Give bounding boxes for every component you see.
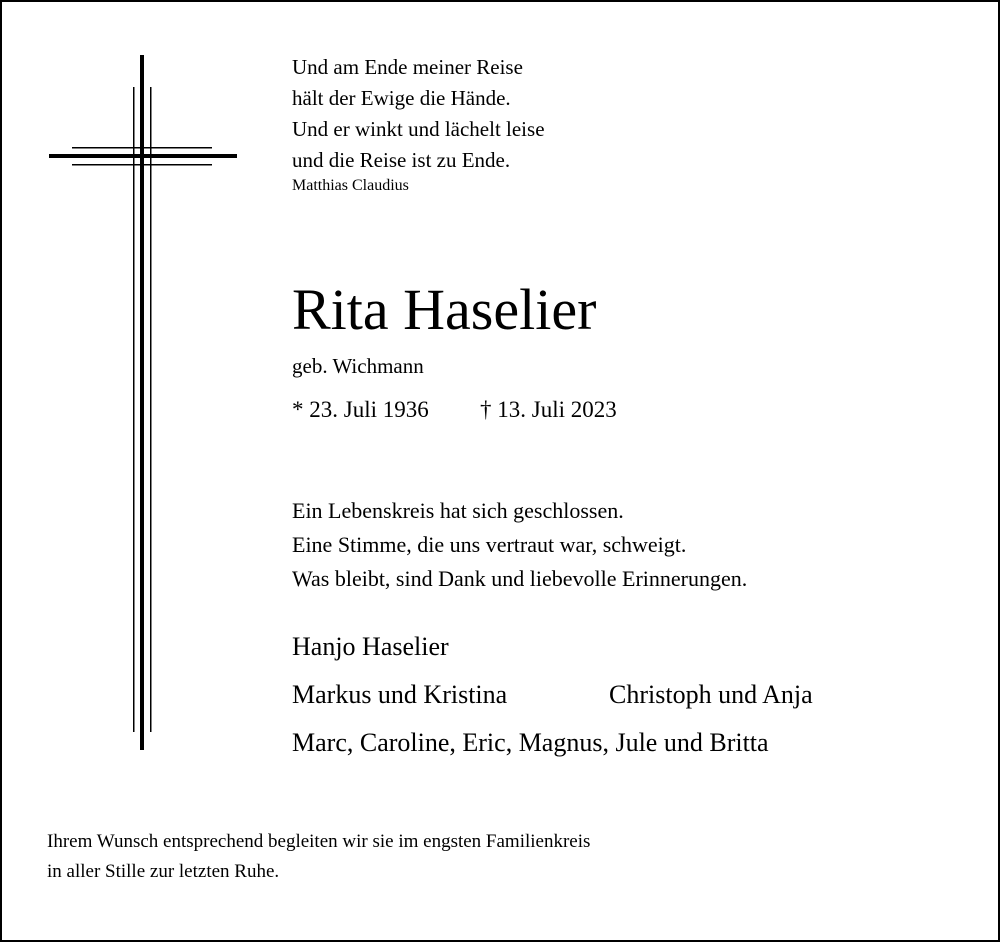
cross-horizontal-line-top — [72, 147, 212, 149]
cross-horizontal-line-bottom — [72, 164, 212, 166]
verse-line: Ein Lebenskreis hat sich geschlossen. — [292, 498, 624, 523]
death-date: † 13. Juli 2023 — [480, 397, 617, 422]
poem-line: hält der Ewige die Hände. — [292, 86, 511, 110]
mourner-children-right: Christoph und Anja — [609, 680, 813, 709]
cross-vertical-line-right — [150, 87, 152, 732]
poem-line: und die Reise ist zu Ende. — [292, 148, 511, 172]
closing-line: in aller Stille zur letzten Ruhe. — [47, 861, 280, 882]
closing-note — [47, 827, 590, 887]
verse — [292, 494, 747, 596]
cross-vertical-bar — [140, 55, 144, 750]
cross-icon — [2, 2, 262, 762]
poem-line: Und er winkt und lächelt leise — [292, 117, 545, 141]
birth-date: * 23. Juli 1936 — [292, 397, 429, 422]
cross-horizontal-bar — [49, 154, 237, 158]
mourner-spouse: Hanjo Haselier — [292, 632, 449, 661]
verse-line: Eine Stimme, die uns vertraut war, schweigt. — [292, 532, 687, 557]
verse-line: Was bleibt, sind Dank und liebevolle Erinnerungen. — [292, 566, 748, 591]
maiden-name: geb. Wichmann — [292, 354, 424, 378]
closing-line: Ihrem Wunsch entsprechend begleiten wir sie im engsten Familienkreis — [47, 831, 591, 852]
deceased-name: Rita Haselier — [292, 277, 597, 342]
poem-line: Und am Ende meiner Reise — [292, 55, 523, 79]
cross-vertical-line-left — [133, 87, 135, 732]
poem — [292, 52, 545, 176]
mourner-grandchildren: Marc, Caroline, Eric, Magnus, Jule und Britta — [292, 728, 769, 757]
poem-author: Matthias Claudius — [292, 177, 409, 194]
mourner-children-left: Markus und Kristina — [292, 680, 508, 709]
